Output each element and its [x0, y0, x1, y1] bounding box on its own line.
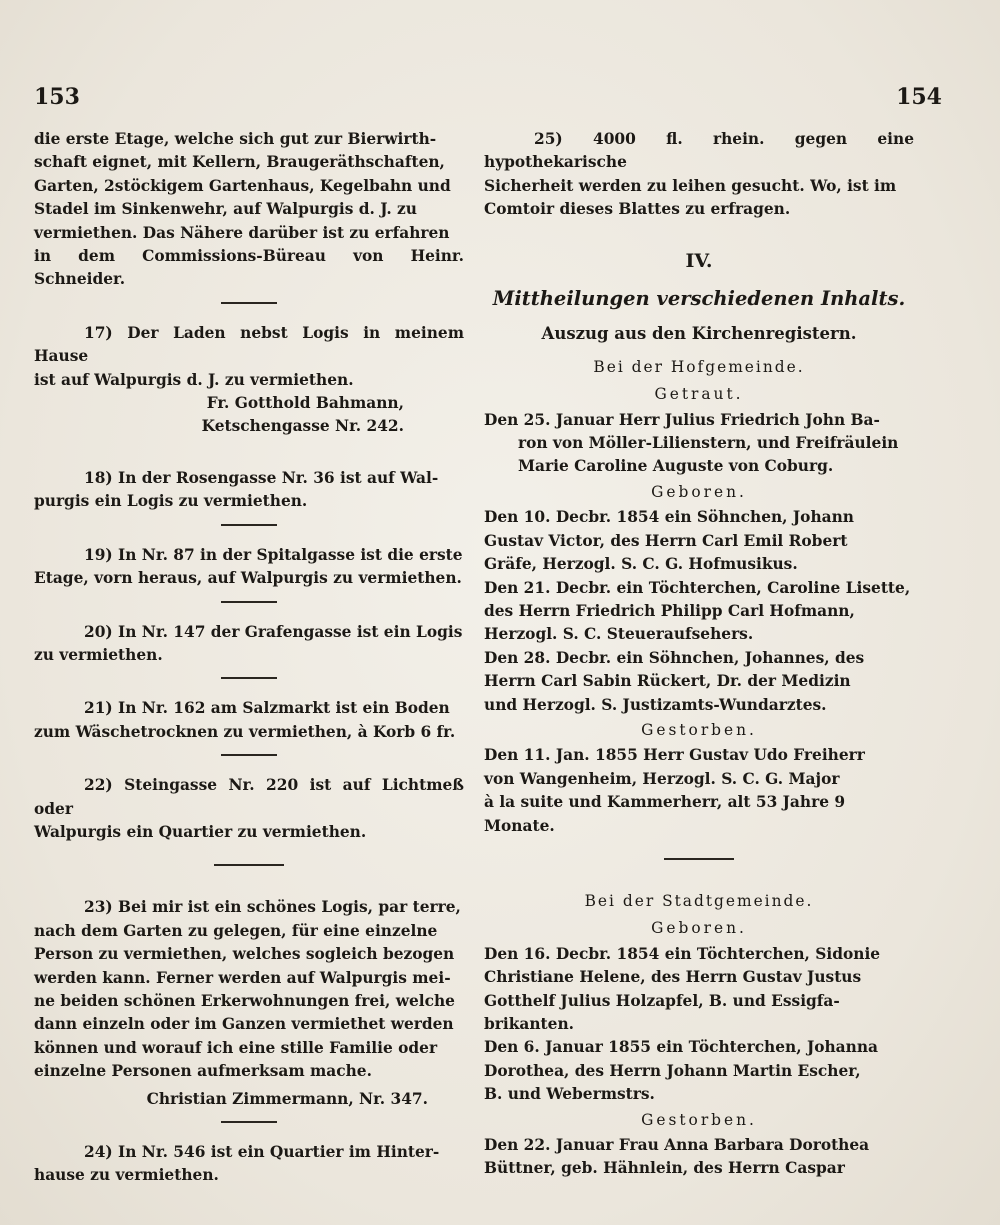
page-number-right: 154 [896, 84, 942, 110]
line: 19) In Nr. 87 in der Spitalgasse ist die erste [84, 545, 463, 564]
line: werden kann. Ferner werden auf Walpurgis mei- [34, 968, 451, 987]
line: Christiane Helene, des Herrn Gustav Justus [484, 968, 862, 987]
line: und Herzogl. S. Justizamts-Wundarztes. [484, 695, 827, 714]
line: Den 10. Decbr. 1854 ein Söhnchen, Johann [484, 508, 854, 527]
line: ist auf Walpurgis d. J. zu vermiethen. [34, 370, 354, 389]
right-column [484, 128, 914, 1181]
ad-21-text [34, 697, 464, 744]
line: 25) 4000 fl. rhein. gegen eine hypothekarische [484, 130, 914, 172]
line: Garten, 2stöckigem Gartenhaus, Kegelbahn und [34, 176, 451, 195]
line: dann einzeln oder im Ganzen vermiethet werden [34, 1015, 454, 1034]
line: Den 28. Decbr. ein Söhnchen, Johannes, des [484, 648, 865, 667]
line: zu vermiethen. [34, 645, 163, 664]
line: 20) In Nr. 147 der Grafengasse ist ein Logis [84, 622, 463, 641]
line: ne beiden schönen Erkerwohnungen frei, welche [34, 991, 455, 1010]
ad-18-text [34, 467, 464, 514]
birth-entry [484, 1036, 914, 1106]
line: Ketschengasse Nr. 242. [201, 417, 404, 436]
line: Herzogl. S. C. Steueraufsehers. [484, 625, 754, 644]
ad-23-text [34, 896, 464, 1083]
line: Monate. [484, 816, 555, 835]
line: Den 22. Januar Frau Anna Barbara Dorothea [484, 1136, 870, 1155]
line: nach dem Garten zu gelegen, für eine einzelne [34, 921, 438, 940]
hofgemeinde-heading: Bei der Hofgemeinde. [593, 357, 805, 376]
line: vermiethen. Das Nähere darüber ist zu erfahren [34, 223, 450, 242]
separator [221, 754, 277, 756]
line: Dorothea, des Herrn Johann Martin Escher, [484, 1061, 861, 1080]
line: können und worauf ich eine stille Familie oder [34, 1038, 438, 1057]
ad-22-text [34, 774, 464, 844]
ad-20-text [34, 621, 464, 668]
line: à la suite und Kammerherr, alt 53 Jahre 9 [484, 793, 846, 812]
line: Stadel im Sinkenwehr, auf Walpurgis d. J. zu [34, 200, 417, 219]
line: 24) In Nr. 546 ist ein Quartier im Hinter- [84, 1143, 440, 1161]
ad-16-text [34, 128, 464, 292]
section-title: Mittheilungen verschiedenen Inhalts. [492, 287, 906, 311]
line: 23) Bei mir ist ein schönes Logis, par terre, [84, 898, 461, 917]
line: Walpurgis ein Quartier zu vermiethen. [34, 822, 367, 841]
ad-17-signature [34, 392, 464, 439]
line: Den 16. Decbr. 1854 ein Töchterchen, Sidonie [484, 944, 881, 963]
ad-25-text [484, 128, 914, 222]
separator [214, 864, 284, 866]
line: Comtoir dieses Blattes zu erfragen. [484, 200, 791, 219]
death-entry [484, 744, 914, 838]
section-number: IV. [685, 249, 713, 272]
separator [221, 1121, 277, 1123]
line: Herrn Carl Sabin Rückert, Dr. der Medizin [484, 672, 851, 691]
gestorben-heading: Gestorben. [641, 1110, 757, 1129]
line: B. und Webermstrs. [484, 1085, 655, 1104]
line: Den 25. Januar Herr Julius Friedrich John Ba- [484, 410, 880, 429]
birth-entry [484, 577, 914, 647]
marriage-entry [484, 409, 914, 479]
birth-entry [484, 647, 914, 717]
geboren-heading: Geboren. [651, 919, 747, 938]
line: zum Wäschetrocknen zu vermiethen, à Korb 6 fr. [34, 722, 456, 741]
left-column [34, 128, 464, 1188]
line: 22) Steingasse Nr. 220 ist auf Lichtmeß oder [34, 776, 464, 818]
line: 21) In Nr. 162 am Salzmarkt ist ein Boden [84, 699, 450, 718]
line: ron von Möller-Lilienstern, und Freifräulein [518, 434, 899, 453]
line: 17) Der Laden nebst Logis in meinem Hause [34, 323, 464, 366]
birth-entry [484, 506, 914, 576]
line: Den 6. Januar 1855 ein Töchterchen, Johanna [484, 1038, 879, 1057]
line: Gustav Victor, des Herrn Carl Emil Robert [484, 531, 848, 550]
line: Marie Caroline Auguste von Coburg. [518, 457, 834, 476]
line: des Herrn Friedrich Philipp Carl Hofmann, [484, 601, 855, 620]
separator [221, 524, 277, 526]
line: 18) In der Rosengasse Nr. 36 ist auf Wal- [84, 468, 439, 487]
line: purgis ein Logis zu vermiethen. [34, 492, 308, 511]
line: Gotthelf Julius Holzapfel, B. und Essigfa- [484, 991, 840, 1010]
ad-17-text [34, 322, 464, 392]
line: Büttner, geb. Hähnlein, des Herrn Caspar [484, 1159, 845, 1178]
line: Etage, vorn heraus, auf Walpurgis zu vermiethen. [34, 569, 462, 588]
ad-23-signature: Christian Zimmermann, Nr. 347. [146, 1089, 428, 1108]
geboren-heading: Geboren. [651, 482, 747, 501]
separator [221, 677, 277, 679]
ad-24-text [34, 1141, 464, 1188]
death-entry [484, 1134, 914, 1181]
getraut-heading: Getraut. [654, 385, 744, 404]
page-number-left: 153 [34, 84, 80, 110]
section-subtitle: Auszug aus den Kirchenregistern. [541, 324, 857, 344]
separator [221, 302, 277, 304]
line: brikanten. [484, 1015, 574, 1033]
gestorben-heading: Gestorben. [641, 720, 757, 739]
line: Gräfe, Herzogl. S. C. G. Hofmusikus. [484, 555, 798, 574]
stadtgemeinde-heading: Bei der Stadtgemeinde. [584, 891, 814, 910]
separator [664, 858, 734, 860]
birth-entry [484, 943, 914, 1037]
line: Sicherheit werden zu leihen gesucht. Wo, ist im [484, 176, 897, 195]
separator [221, 601, 277, 603]
line: Person zu vermiethen, welches sogleich bezogen [34, 945, 455, 964]
line: schaft eignet, mit Kellern, Braugeräthschaften, [34, 153, 445, 172]
line: die erste Etage, welche sich gut zur Bierwirth- [34, 130, 437, 148]
line: von Wangenheim, Herzogl. S. C. G. Major [484, 769, 840, 788]
line: einzelne Personen aufmerksam mache. [34, 1062, 372, 1081]
ad-19-text [34, 544, 464, 591]
line: Fr. Gotthold Bahmann, [206, 394, 404, 413]
line: hause zu vermiethen. [34, 1166, 219, 1185]
line: in dem Commissions-Büreau von Heinr. Schneider. [34, 247, 464, 289]
line: Den 11. Jan. 1855 Herr Gustav Udo Freiherr [484, 746, 865, 765]
line: Den 21. Decbr. ein Töchterchen, Caroline Lisette, [484, 578, 911, 597]
